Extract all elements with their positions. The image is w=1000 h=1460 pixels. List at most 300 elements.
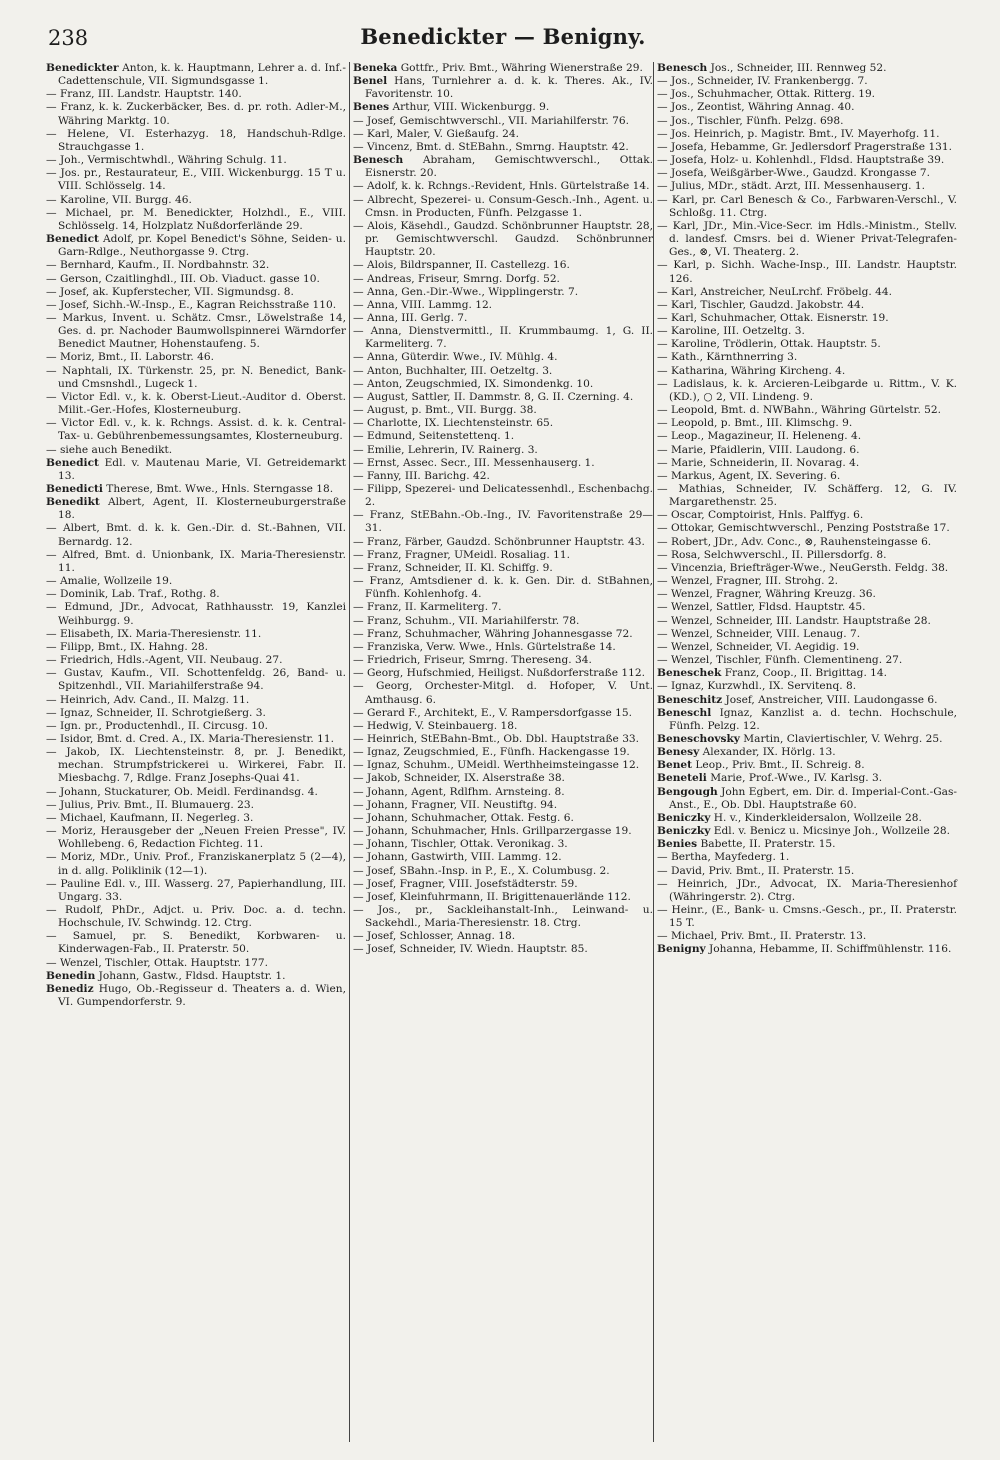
directory-entry [353,562,653,575]
entry-surname: Beneschovsky [657,732,740,745]
entry-text: — Johann, Fragner, VII. Neustiftg. 94. [353,798,558,811]
column-2 [353,62,653,957]
directory-entry [353,417,653,430]
entry-text: Marie, Prof.-Wwe., IV. Karlsg. 3. [706,772,883,785]
entry-text: — Wenzel, Sattler, Fldsd. Hauptstr. 45. [657,601,866,614]
entry-text: Arthur, VIII. Wickenburgg. 9. [389,101,550,114]
directory-entry [46,167,346,193]
directory-entry [657,444,957,457]
directory-entry [46,746,346,785]
entry-text: Adolf, pr. Kopel Benedict's Söhne, Seiden- u. Garn-Rdlge., Neuthorgasse 9. Ctrg. [58,233,346,259]
directory-entry [657,865,957,878]
entry-surname: Beniczky [657,825,711,838]
directory-entry [353,180,653,193]
directory-entry [657,733,957,746]
directory-entry [46,904,346,930]
directory-entry [353,75,653,101]
entry-text: — Alois, Bildrspanner, II. Castellezg. 16. [353,259,570,272]
entry-text: — Markus, Invent. u. Schätz. Cmsr., Löwelstraße 14, Ges. d. pr. Nachoder Baumwollspinnerei Wärndorfer Benedict Mautner, Hohenstaufeng. 5. [46,311,346,351]
entry-text: — Leop., Magazineur, II. Heleneng. 4. [657,430,862,443]
entry-text: — Jos. Heinrich, p. Magistr. Bmt., IV. Mayerhofg. 11. [657,127,940,140]
directory-entry [353,62,653,75]
entry-text: — Albert, Bmt. d. k. k. Gen.-Dir. d. St.-Bahnen, VII. Bernardg. 12. [46,522,346,548]
directory-entry [46,496,346,522]
entry-text: — Franz, k. k. Zuckerbäcker, Bes. d. pr. roth. Adler-M., Währing Marktg. 10. [46,101,346,127]
directory-entry [353,878,653,891]
entry-text: — Jos. pr., Restaurateur, E., VIII. Wickenburgg. 15 T u. VIII. Schlösselg. 14. [46,167,346,193]
directory-entry [46,312,346,351]
entry-text: — Leopold, Bmt. d. NWBahn., Währing Gürtelstr. 52. [657,404,942,417]
entry-text: — Jakob, IX. Liechtensteinstr. 8, pr. J. Benedikt, mechan. Strumpfstrickerei u. Wirkerei, Fabr. II. Miesbachg. 7, Rdlge. Franz Josephs-Quai 41. [46,746,346,785]
entry-surname: Bengough [657,785,718,798]
directory-entry [657,904,957,930]
entry-text: — Filipp, Spezerei- und Delicatessenhdl., Eschenbachg. 2. [353,483,653,509]
directory-entry [46,799,346,812]
entry-text: — Fanny, III. Barichg. 42. [353,469,490,482]
column-rule [349,62,350,1442]
entry-text: — Vincenzia, Briefträger-Wwe., NeuGersth. Feldg. 38. [657,561,949,574]
entry-text: — Jakob, Schneider, IX. Alserstraße 38. [353,772,565,785]
directory-entry [353,378,653,391]
entry-text: — Rudolf, PhDr., Adjct. u. Priv. Doc. a. d. techn. Hochschule, IV. Schwindg. 12. Ctrg. [46,904,346,930]
entry-text: — Wenzel, Fragner, III. Strohg. 2. [657,575,838,588]
directory-entry [353,312,653,325]
entry-text: — Rosa, Selchwverschl., II. Pillersdorfg. 8. [657,548,887,561]
directory-entry [353,194,653,220]
directory-entry [46,549,346,575]
directory-entry [657,588,957,601]
entry-text: Hugo, Ob.-Regisseur d. Theaters a. d. Wien, VI. Gumpendorferstr. 9. [58,982,346,1009]
directory-entry [46,878,346,904]
directory-entry [657,628,957,641]
entry-text: — Franz, Schuhmacher, Währing Johannesgasse 72. [353,627,633,640]
entry-text: Albert, Agent, II. Klosterneuburgerstraße 18. [58,496,346,522]
directory-entry [657,88,957,101]
entry-text: — Johann, Agent, Rdlfhm. Arnsteing. 8. [353,785,565,798]
directory-entry [657,101,957,114]
entry-text: — Wenzel, Schneider, VI. Aegidig. 19. [657,640,860,653]
entry-surname: Beneteli [657,772,707,785]
directory-entry [657,509,957,522]
entry-text: — Franziska, Verw. Wwe., Hnls. Gürtelstraße 14. [353,640,616,653]
entry-text: — Ign. pr., Productenhdl., II. Circusg. 10. [46,719,269,732]
entry-text: — Georg, Orchester-Mitgl. d. Hofoper, V. Unt. Amthausg. 6. [353,680,653,706]
entry-text: — Andreas, Friseur, Smrng. Dorfg. 52. [353,272,560,285]
entry-surname: Beneschl [657,706,712,719]
directory-entry [46,286,346,299]
entry-text: — Victor Edl. v., k. k. Rchngs. Assist. d. k. k. Central-Tax- u. Gebührenbemessungsamtes, Klosterneuburg. [46,417,346,443]
directory-entry [353,943,653,956]
running-title: Benedickter — Benigny. [360,24,646,49]
entry-text: Gottfr., Priv. Bmt., Währing Wienerstraße 29. [397,62,643,74]
directory-entry [657,194,957,220]
directory-entry [353,273,653,286]
directory-entry [657,62,957,75]
directory-entry [46,444,346,457]
entry-text: — Franz, Färber, Gaudzd. Schönbrunner Hauptstr. 43. [353,535,645,548]
entry-text: — Friedrich, Hdls.-Agent, VII. Neubaug. 27. [46,654,283,667]
entry-text: — Jos., Tischler, Fünfh. Pelzg. 698. [657,114,844,127]
entry-text: — Vincenz, Bmt. d. StEBahn., Smrng. Hauptstr. 42. [353,140,629,153]
entry-text: — Gerson, Czaitlinghdl., III. Ob. Viaduct. gasse 10. [46,272,320,285]
entry-text: — August, p. Bmt., VII. Burgg. 38. [353,404,537,417]
directory-entry [657,312,957,325]
directory-entry [46,707,346,720]
directory-entry [353,799,653,812]
entry-text: — Edmund, JDr., Advocat, Rathhausstr. 19, Kanzlei Weihburgg. 9. [46,601,346,627]
directory-entry [657,128,957,141]
directory-entry [46,365,346,391]
entry-text: — Alois, Käsehdl., Gaudzd. Schönbrunner Hauptstr. 28, pr. Gemischtwverschl. Gaudzd. Schönbrunner Hauptstr. 20. [353,219,653,259]
directory-entry [657,417,957,430]
entry-text: — Joh., Vermischtwhdl., Währing Schulg. 11. [46,154,287,167]
directory-entry [46,417,346,443]
entry-text: — Ottokar, Gemischtwverschl., Penzing Poststraße 17. [657,522,950,535]
entry-text: — Josef, Schlosser, Annag. 18. [353,930,516,943]
directory-entry [46,930,346,956]
directory-entry [46,194,346,207]
entry-text: — Johann, Stuckaturer, Ob. Meidl. Ferdinandsg. 4. [46,785,318,798]
directory-entry [353,286,653,299]
directory-entry [657,615,957,628]
directory-entry [353,404,653,417]
directory-entry [657,786,957,812]
entry-text: — Ernst, Assec. Secr., III. Messenhauserg. 1. [353,456,595,469]
entry-text: Babette, II. Praterstr. 15. [697,838,836,851]
entry-text: — Moriz, MDr., Univ. Prof., Franziskanerplatz 5 (2—4), in d. allg. Poliklinik (12—1). [46,851,346,877]
directory-entry [46,667,346,693]
directory-entry [353,733,653,746]
directory-entry [657,575,957,588]
directory-entry [46,720,346,733]
directory-entry [46,207,346,233]
entry-surname: Benediz [46,982,94,995]
directory-entry [353,930,653,943]
directory-entry [657,825,957,838]
directory-entry [353,115,653,128]
entry-text: — Anna, Güterdir. Wwe., IV. Mühlg. 4. [353,351,558,364]
entry-text: — Johann, Tischler, Ottak. Veronikag. 3. [353,838,568,851]
entry-surname: Benesch [657,62,708,74]
entry-text: — Adolf, k. k. Rchngs.-Revident, Hnls. Gürtelstraße 14. [353,180,650,193]
entry-text: — Johann, Schuhmacher, Hnls. Grillparzergasse 19. [353,825,632,838]
entry-text: — Michael, pr. M. Benedickter, Holzhdl., E., VIII. Schlösselg. 14, Holzplatz Nußdorferlände 29. [46,206,346,232]
directory-entry [657,759,957,772]
entry-text: Anton, k. k. Hauptmann, Lehrer a. d. Inf.-Cadettenschule, VII. Sigmundsgasse 1. [58,62,346,88]
entry-text: — Alfred, Bmt. d. Unionbank, IX. Maria-Theresienstr. 11. [46,548,346,574]
entry-text: — Mathias, Schneider, IV. Schäfferg. 12, G. IV. Margarethenstr. 25. [657,483,957,509]
entry-text: — Franz, II. Karmeliterg. 7. [353,601,502,614]
directory-entry [657,549,957,562]
entry-text: — Georg, Hufschmied, Heiligst. Nußdorferstraße 112. [353,667,645,680]
directory-entry [353,838,653,851]
entry-text: — Marie, Pfaidlerin, VIII. Laudong. 6. [657,443,860,456]
entry-text: — Josef, Gemischtwverschl., VII. Mariahilferstr. 76. [353,114,629,127]
entry-text: — Helene, VI. Esterhazyg. 18, Handschuh-Rdlge. Strauchgasse 1. [46,127,346,153]
directory-entry [353,457,653,470]
entry-text: — Karl, p. Sichh. Wache-Insp., III. Landstr. Hauptstr. 126. [657,259,957,285]
entry-surname: Benedict [46,456,99,469]
directory-entry [46,101,346,127]
directory-entry [657,457,957,470]
directory-entry [657,167,957,180]
directory-entry [657,338,957,351]
directory-entry [46,259,346,272]
entry-surname: Benedickter [46,62,119,74]
entry-text: Alexander, IX. Hörlg. 13. [699,746,836,759]
directory-entry [353,299,653,312]
directory-entry [657,522,957,535]
entry-text: — Robert, JDr., Adv. Conc., ⊗, Rauhensteingasse 6. [657,535,932,548]
entry-text: — Wenzel, Schneider, III. Landstr. Hauptstraße 28. [657,614,931,627]
directory-entry [657,667,957,680]
directory-entry [46,457,346,483]
entry-text: — Kath., Kärnthnerring 3. [657,351,798,364]
entry-text: — Heinr., (E., Bank- u. Cmsns.-Gesch., pr., II. Praterstr. 15 T. [657,904,957,930]
directory-entry [657,286,957,299]
directory-entry [657,641,957,654]
directory-entry [46,351,346,364]
entry-text: — Ladislaus, k. k. Arcieren-Leibgarde u. Rittm., V. K. (KD.), ○ 2, VII. Lindeng. 9. [657,377,957,403]
directory-entry [353,154,653,180]
directory-entry [353,680,653,706]
entry-text: Martin, Claviertischler, V. Wehrg. 25. [739,732,943,745]
entry-text: — Victor Edl. v., k. k. Oberst-Lieut.-Auditor d. Oberst. Milit.-Ger.-Hofes, Klosterneuburg. [46,390,346,417]
directory-entry [46,588,346,601]
entry-text: — Josef, Fragner, VIII. Josefstädterstr. 59. [353,877,578,890]
directory-entry [657,430,957,443]
directory-entry [657,694,957,707]
directory-entry [657,930,957,943]
directory-entry [657,680,957,693]
entry-text: Johanna, Hebamme, II. Schiffmühlenstr. 116. [705,943,952,956]
entry-text: Johann, Gastw., Fldsd. Hauptstr. 1. [95,969,286,982]
directory-entry [657,470,957,483]
column-rule [653,62,654,1442]
entry-text: — Jos., Schneider, IV. Frankenbergg. 7. [657,75,868,88]
directory-entry [657,838,957,851]
directory-entry [657,115,957,128]
directory-entry [353,641,653,654]
entry-text: Franz, Coop., II. Brigittag. 14. [721,667,888,680]
directory-entry [353,536,653,549]
entry-surname: Benedicti [46,483,103,495]
entry-surname: Benies [657,838,698,851]
entry-text: — Wenzel, Tischler, Ottak. Hauptstr. 177. [46,956,268,969]
entry-text: — Ignaz, Schuhm., UMeidl. Werthheimsteingasse 12. [353,759,640,772]
entry-text: — Amalie, Wollzeile 19. [46,575,173,588]
directory-entry [353,430,653,443]
directory-entry [46,601,346,627]
directory-entry [46,62,346,88]
entry-text: — siehe auch Benedikt. [46,443,173,456]
entry-text: — Katharina, Währing Kircheng. 4. [657,364,846,377]
entry-text: H. v., Kinderkleidersalon, Wollzeile 28. [710,811,922,824]
directory-entry [46,628,346,641]
entry-text: — August, Sattler, II. Dammstr. 8, G. II. Czerning. 4. [353,390,634,403]
entry-text: — Jos., Schuhmacher, Ottak. Ritterg. 19. [657,88,876,101]
directory-entry [46,957,346,970]
entry-text: — Anna, VIII. Lammg. 12. [353,298,493,311]
entry-text: — Gustav, Kaufm., VII. Schottenfeldg. 26, Band- u. Spitzenhdl., VII. Mariahilferstraße 94. [46,667,346,693]
directory-entry [657,141,957,154]
directory-entry [46,88,346,101]
directory-entry [657,536,957,549]
directory-entry [657,772,957,785]
entry-text: — Leopold, p. Bmt., III. Klimschg. 9. [657,417,853,430]
entry-text: — Josef, Sichh.-W.-Insp., E., Kagran Reichsstraße 110. [46,298,337,311]
directory-entry [353,812,653,825]
entry-text: — Franz, Schneider, II. Kl. Schiffg. 9. [353,561,553,574]
directory-entry [353,325,653,351]
directory-entry [353,101,653,114]
entry-text: — Johann, Gastwirth, VIII. Lammg. 12. [353,851,562,864]
directory-entry [657,220,957,259]
entry-text: — Franz, Schuhm., VII. Mariahilferstr. 78. [353,614,580,627]
directory-entry [46,154,346,167]
entry-text: — Isidor, Bmt. d. Cred. A., IX. Maria-Theresienstr. 11. [46,732,334,745]
entry-text: — Karoline, VII. Burgg. 46. [46,193,192,206]
entry-text: — Ignaz, Zeugschmied, E., Fünfh. Hackengasse 19. [353,746,630,759]
directory-entry [353,891,653,904]
directory-entry [46,575,346,588]
entry-text: — Karoline, Trödlerin, Ottak. Hauptstr. 5. [657,338,881,351]
entry-text: Hans, Turnlehrer a. d. k. k. Theres. Ak., IV. Favoritenstr. 10. [365,75,653,101]
directory-entry [46,851,346,877]
directory-entry [46,483,346,496]
entry-text: — Wenzel, Schneider, VIII. Lenaug. 7. [657,627,861,640]
entry-surname: Beneschek [657,667,722,680]
directory-entry [353,746,653,759]
directory-entry [657,878,957,904]
column-3 [657,62,957,957]
entry-text: — Gerard F., Architekt, E., V. Rampersdorfgasse 15. [353,706,632,719]
entry-surname: Benedikt [46,496,100,509]
directory-entry [657,562,957,575]
entry-text: — Heinrich, JDr., Advocat, IX. Maria-Theresienhof (Währingerstr. 2). Ctrg. [657,877,957,903]
entry-surname: Beneka [353,62,398,74]
entry-text: — Moriz, Bmt., II. Laborstr. 46. [46,351,214,364]
entry-text: Jos., Schneider, III. Rennweg 52. [707,62,887,74]
directory-entry [353,601,653,614]
directory-entry [353,391,653,404]
entry-surname: Benet [657,759,693,772]
directory-entry [657,378,957,404]
directory-entry [657,812,957,825]
entry-text: — Friedrich, Friseur, Smrng. Thereseng. 34. [353,654,592,667]
directory-entry [353,549,653,562]
entry-text: — Josef, Kleinfuhrmann, II. Brigittenauerlände 112. [353,890,631,903]
entry-text: — Julius, MDr., städt. Arzt, III. Messenhauserg. 1. [657,180,925,193]
directory-entry [46,233,346,259]
entry-text: — Johann, Schuhmacher, Ottak. Festg. 6. [353,811,574,824]
entry-text: — Karl, JDr., Min.-Vice-Secr. im Hdls.-Ministm., Stellv. d. landesf. Cmsrs. bei d. Wiener Privat-Telegrafen-Ges., ⊗, VI. Theaterg. 2. [657,219,957,259]
entry-text: — Karoline, III. Oetzeltg. 3. [657,325,805,338]
entry-text: Ignaz, Kanzlist a. d. techn. Hochschule, Fünfh. Pelzg. 12. [669,706,957,732]
directory-entry [353,904,653,930]
entry-text: — Edmund, Seitenstettenq. 1. [353,430,515,443]
entry-text: — Josef, SBahn.-Insp. in P., E., X. Columbusg. 2. [353,864,610,877]
entry-text: — Bernhard, Kaufm., II. Nordbahnstr. 32. [46,259,270,272]
entry-text: — Michael, Priv. Bmt., II. Praterstr. 13. [657,930,867,943]
entry-text: — Oscar, Comptoirist, Hnls. Palffyg. 6. [657,509,864,522]
entry-surname: Beniczky [657,811,711,824]
entry-text: — Naphtali, IX. Türkenstr. 25, pr. N. Benedict, Bank- und Cmsnshdl., Lugeck 1. [46,364,346,390]
directory-entry [46,654,346,667]
entry-text: — Dominik, Lab. Traf., Rothg. 8. [46,588,220,601]
directory-entry [353,667,653,680]
directory-entry [657,259,957,285]
directory-entry [46,983,346,1009]
directory-entry [46,391,346,417]
entry-text: — Ignaz, Schneider, II. Schrotgießerg. 3. [46,706,266,719]
directory-entry [657,75,957,88]
entry-text: — Franz, StEBahn.-Ob.-Ing., IV. Favoritenstraße 29—31. [353,509,653,535]
directory-entry [353,365,653,378]
entry-text: — Franz, Amtsdiener d. k. k. Gen. Dir. d. StBahnen, Fünfh. Kohlenhofg. 4. [353,575,653,601]
directory-entry [46,273,346,286]
directory-entry [353,707,653,720]
directory-entry [46,694,346,707]
directory-entry [353,786,653,799]
directory-entry [657,654,957,667]
entry-text: — Anton, Buchhalter, III. Oetzeltg. 3. [353,364,553,377]
entry-text: Abraham, Gemischtwverschl., Ottak. Eisnerstr. 20. [365,154,653,180]
directory-entry [353,128,653,141]
directory-entry [353,720,653,733]
entry-text: — Ignaz, Kurzwhdl., IX. Servitenq. 8. [657,680,857,693]
entry-text: — Karl, pr. Carl Benesch & Co., Farbwaren-Verschl., V. Schloßg. 11. Ctrg. [657,193,957,219]
entry-surname: Benel [353,75,388,88]
entry-surname: Benesch [353,154,404,167]
column-1 [46,62,346,1009]
entry-text: — Josefa, Holz- u. Kohlenhdl., Fldsd. Hauptstraße 39. [657,154,945,167]
entry-text: — Elisabeth, IX. Maria-Theresienstr. 11. [46,627,262,640]
entry-text: — Filipp, Bmt., IX. Hahng. 28. [46,640,208,653]
directory-entry [46,786,346,799]
directory-entry [657,365,957,378]
directory-entry [46,825,346,851]
entry-surname: Benigny [657,943,706,956]
entry-text: — Karl, Schuhmacher, Ottak. Eisnerstr. 19. [657,311,889,324]
entry-text: — Anton, Zeugschmied, IX. Simondenkg. 10. [353,377,594,390]
entry-surname: Benedict [46,233,99,246]
entry-text: — Franz, Fragner, UMeidl. Rosaliag. 11. [353,548,570,561]
entry-text: John Egbert, em. Dir. d. Imperial-Cont.-Gas-Anst., E., Ob. Dbl. Hauptstraße 60. [669,785,957,811]
entry-text: — Josef, Schneider, IV. Wiedn. Hauptstr. 85. [353,943,588,956]
entry-text: — Emilie, Lehrerin, IV. Rainerg. 3. [353,443,538,456]
entry-surname: Benes [353,101,390,114]
entry-text: Leop., Priv. Bmt., II. Schreig. 8. [692,759,865,772]
entry-text: — Pauline Edl. v., III. Wasserg. 27, Papierhandlung, III. Ungarg. 33. [46,877,346,903]
directory-entry [353,509,653,535]
entry-text: — Moriz, Herausgeber der „Neuen Freien Presse", IV. Wohllebeng. 6, Redaction Fichteg. 11. [46,825,346,851]
entry-text: — Charlotte, IX. Liechtensteinstr. 65. [353,417,554,430]
directory-entry [353,825,653,838]
directory-entry [657,851,957,864]
entry-text: Therese, Bmt. Wwe., Hnls. Sterngasse 18. [102,483,334,495]
directory-entry [657,943,957,956]
directory-entry [46,522,346,548]
directory-entry [657,180,957,193]
page-number: 238 [48,26,89,50]
entry-text: — Marie, Schneiderin, II. Novarag. 4. [657,456,860,469]
entry-surname: Benesy [657,746,700,759]
entry-text: — Anna, III. Gerlg. 7. [353,311,468,324]
directory-entry [46,641,346,654]
entry-text: — Markus, Agent, IX. Severing. 6. [657,469,841,482]
directory-entry [353,444,653,457]
